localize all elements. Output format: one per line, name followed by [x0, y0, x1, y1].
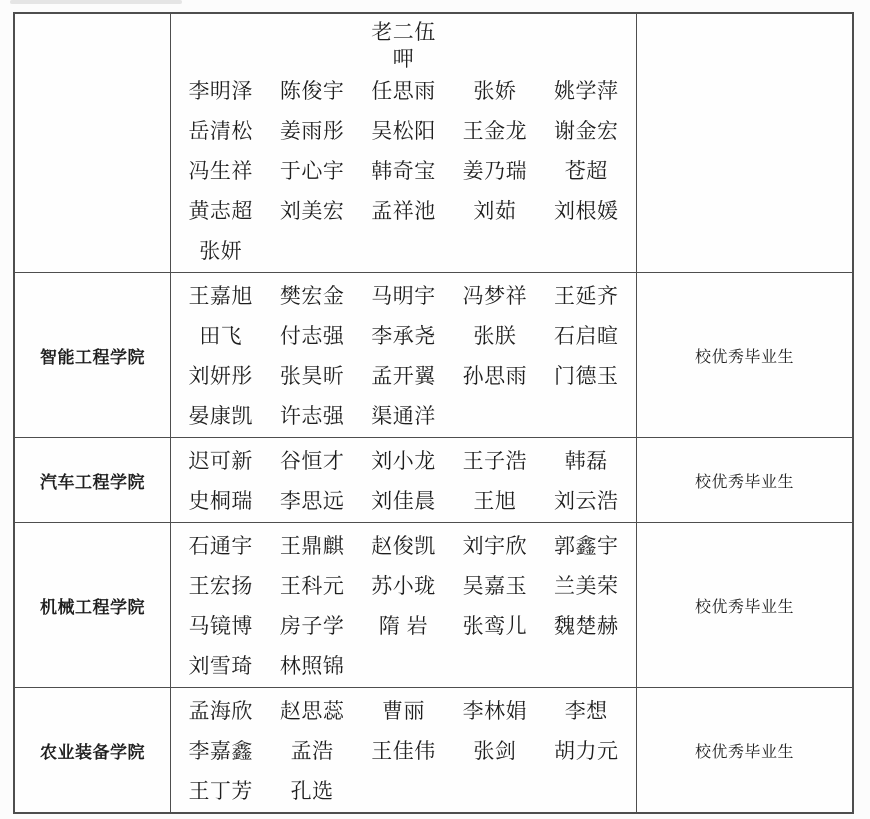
name-cell: 房子学 — [279, 615, 345, 638]
name-line — [175, 70, 632, 110]
name-cell: 魏楚赫 — [554, 615, 619, 638]
name-cell: 吴嘉玉 — [462, 575, 528, 598]
top-smudge-artifact — [10, 0, 182, 4]
name-line — [175, 565, 632, 605]
name-cell: 王金龙 — [462, 120, 528, 143]
name-cell: 刘茹 — [473, 200, 517, 223]
name-cell: 刘根媛 — [554, 200, 619, 223]
name-cell: 林照锦 — [279, 655, 345, 678]
name-cell: 王嘉旭 — [188, 285, 253, 308]
name-cell: 张昊昕 — [279, 365, 345, 388]
name-cell: 苏小珑 — [371, 575, 436, 598]
name-line — [175, 480, 632, 520]
table-row — [15, 437, 852, 522]
name-cell: 老二伍 — [371, 21, 436, 44]
name-cell: 李思远 — [279, 490, 345, 513]
name-line — [175, 315, 632, 355]
name-cell: 陈俊宇 — [279, 80, 345, 103]
names-cell — [170, 438, 636, 522]
college-cell: 智能工程学院 — [40, 347, 145, 367]
name-cell: 郭鑫宇 — [554, 535, 619, 558]
table-row — [15, 272, 852, 437]
name-cell: 孟开翼 — [371, 365, 436, 388]
name-cell: 张剑 — [473, 740, 517, 763]
name-line — [175, 16, 632, 43]
name-cell: 李嘉鑫 — [188, 740, 253, 763]
name-cell: 迟可新 — [188, 450, 253, 473]
name-cell: 史桐瑞 — [188, 490, 253, 513]
college-cell: 农业装备学院 — [40, 742, 145, 762]
name-line — [175, 645, 632, 685]
award-cell — [636, 14, 852, 272]
name-cell: 刘雪琦 — [188, 655, 253, 678]
name-cell: 石通宇 — [188, 535, 253, 558]
name-cell: 马明宇 — [371, 285, 436, 308]
name-line — [175, 190, 632, 230]
name-cell: 张朕 — [473, 325, 517, 348]
name-cell: 王子浩 — [462, 450, 528, 473]
name-cell: 韩奇宝 — [371, 160, 436, 183]
names-cell — [170, 688, 636, 812]
award-cell: 校优秀毕业生 — [636, 523, 852, 687]
name-cell: 石启暄 — [554, 325, 619, 348]
name-cell: 孟浩 — [290, 740, 334, 763]
name-cell: 晏康凯 — [188, 405, 253, 428]
name-cell: 王旭 — [473, 490, 517, 513]
name-cell: 姜乃瑞 — [462, 160, 528, 183]
names-cell — [170, 273, 636, 437]
name-cell: 许志强 — [279, 405, 345, 428]
name-cell: 冯梦祥 — [462, 285, 528, 308]
name-cell: 孔选 — [290, 780, 334, 803]
name-cell: 冯生祥 — [188, 160, 253, 183]
name-cell: 孟祥池 — [371, 200, 436, 223]
name-cell: 刘云浩 — [554, 490, 619, 513]
name-cell: 于心宇 — [279, 160, 345, 183]
name-cell: 赵思蕊 — [279, 700, 345, 723]
name-cell: 王科元 — [279, 575, 345, 598]
award-cell: 校优秀毕业生 — [636, 438, 852, 522]
table-row — [15, 522, 852, 687]
award-cell: 校优秀毕业生 — [636, 688, 852, 812]
name-cell: 田飞 — [199, 325, 243, 348]
name-cell: 曹丽 — [381, 700, 425, 723]
name-cell: 李承尧 — [371, 325, 436, 348]
name-cell: 王鼎麒 — [279, 535, 345, 558]
table-row — [15, 687, 852, 812]
name-line — [175, 230, 632, 270]
name-cell: 李明泽 — [188, 80, 253, 103]
name-cell: 吴松阳 — [371, 120, 436, 143]
name-line — [175, 110, 632, 150]
name-cell: 胡力元 — [554, 740, 619, 763]
name-cell: 孟海欣 — [188, 700, 253, 723]
name-cell: 刘小龙 — [371, 450, 436, 473]
name-cell: 刘妍彤 — [188, 365, 253, 388]
name-cell: 刘美宏 — [279, 200, 345, 223]
name-cell: 王佳伟 — [371, 740, 436, 763]
name-line — [175, 150, 632, 190]
name-cell: 刘宇欣 — [462, 535, 528, 558]
graduates-table — [13, 12, 854, 814]
name-line — [175, 440, 632, 480]
name-cell: 姜雨彤 — [279, 120, 345, 143]
name-cell: 张娇 — [473, 80, 517, 103]
name-cell: 刘佳晨 — [371, 490, 436, 513]
name-line — [175, 43, 632, 70]
name-cell: 苍超 — [564, 160, 608, 183]
name-line — [175, 690, 632, 730]
name-cell: 任思雨 — [371, 80, 436, 103]
name-line — [175, 770, 632, 810]
name-cell: 门德玉 — [554, 365, 619, 388]
award-cell: 校优秀毕业生 — [636, 273, 852, 437]
table-row — [15, 14, 852, 272]
name-cell: 谢金宏 — [554, 120, 619, 143]
name-cell: 王丁芳 — [188, 780, 253, 803]
name-cell: 王延齐 — [554, 285, 619, 308]
name-cell: 姚学萍 — [554, 80, 619, 103]
college-cell — [15, 14, 170, 272]
name-cell: 马镜博 — [188, 615, 253, 638]
name-cell: 李想 — [564, 700, 608, 723]
name-line — [175, 605, 632, 645]
college-cell: 机械工程学院 — [40, 597, 145, 617]
name-line — [175, 730, 632, 770]
name-cell: 樊宏金 — [279, 285, 345, 308]
name-cell: 黄志超 — [188, 200, 253, 223]
name-cell: 张鸾儿 — [462, 615, 528, 638]
name-cell: 岳清松 — [188, 120, 253, 143]
name-cell: 李林娟 — [462, 700, 528, 723]
name-cell: 谷恒才 — [279, 450, 345, 473]
names-cell — [170, 523, 636, 687]
name-cell: 渠通洋 — [371, 405, 436, 428]
name-line — [175, 275, 632, 315]
name-cell: 孙思雨 — [462, 365, 528, 388]
names-cell — [170, 14, 636, 272]
name-line — [175, 355, 632, 395]
name-cell: 韩磊 — [564, 450, 608, 473]
name-cell: 王宏扬 — [188, 575, 253, 598]
name-cell: 付志强 — [279, 325, 345, 348]
name-cell: 隋 岩 — [378, 615, 429, 638]
name-line — [175, 395, 632, 435]
name-cell: 张妍 — [199, 240, 243, 263]
name-line — [175, 525, 632, 565]
name-cell: 兰美荣 — [554, 575, 619, 598]
name-cell: 呷 — [392, 48, 415, 71]
college-cell: 汽车工程学院 — [40, 472, 145, 492]
name-cell: 赵俊凯 — [371, 535, 436, 558]
